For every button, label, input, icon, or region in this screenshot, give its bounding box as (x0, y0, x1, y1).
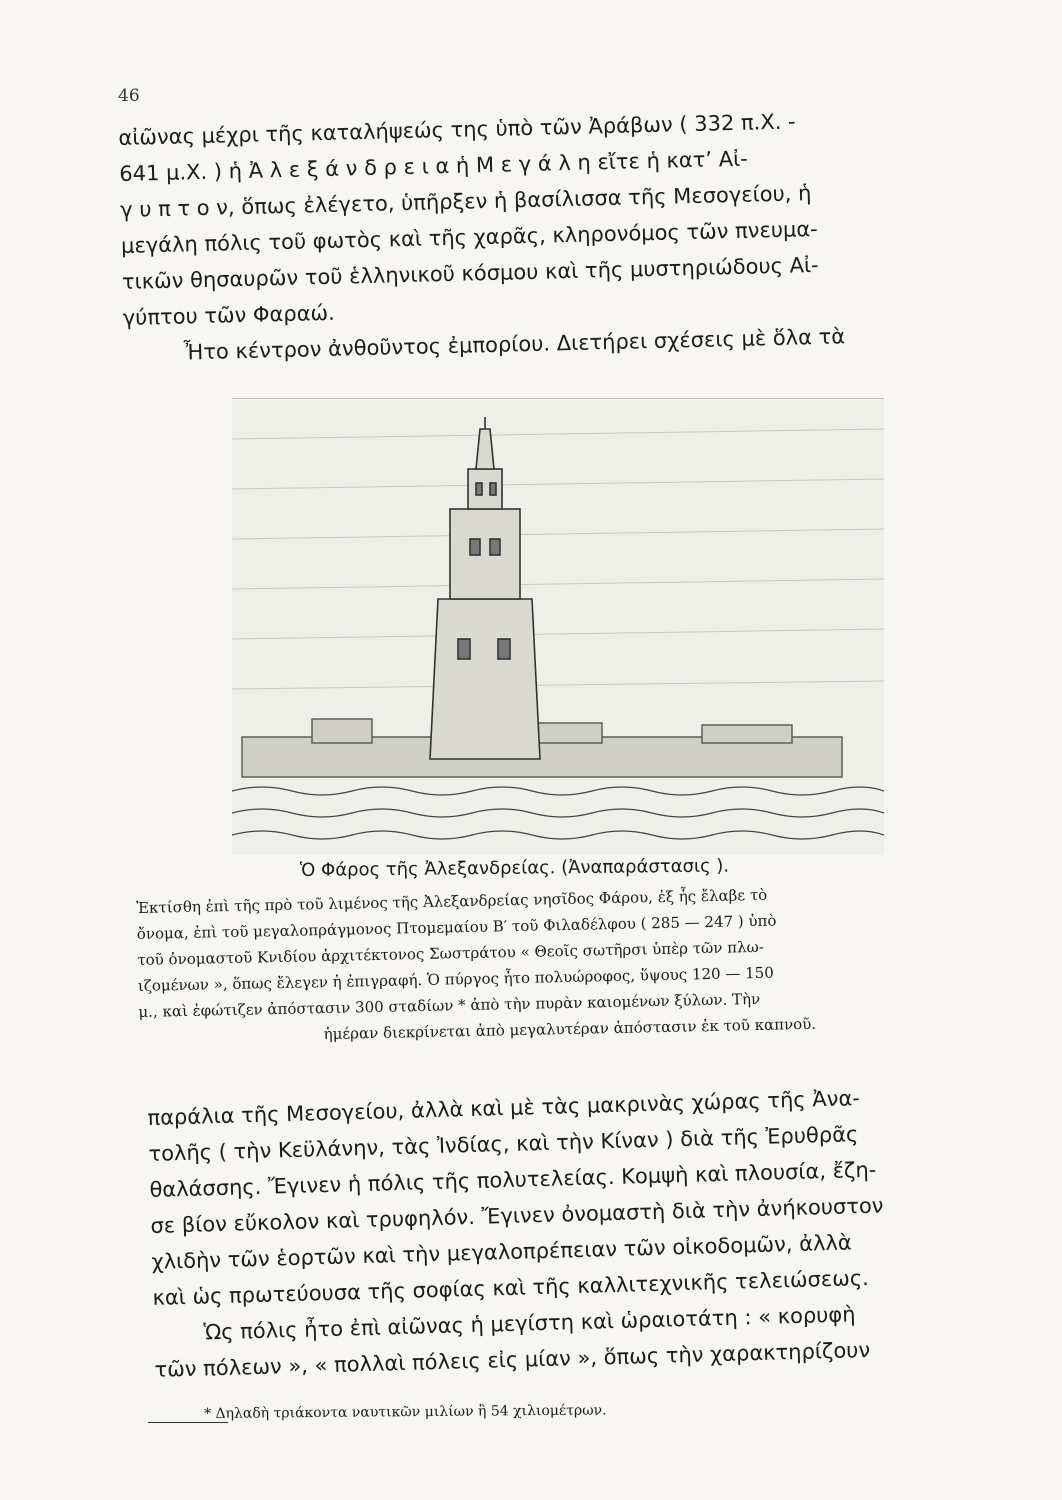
text-line: ὄνομα, ἐπὶ τοῦ μεγαλοπράγμονος Πτομεμαίου Β′ τοῦ Φιλαδέλφου ( 285 — 247 ) ὑπὸ (136, 911, 777, 943)
harbor-wall (242, 719, 842, 777)
text-line: καὶ ὡς πρωτεύουσα τῆς σοφίας καὶ τῆς καλλιτεχνικῆς τελειώσεως. (152, 1265, 870, 1310)
text-line: θαλάσσης. Ἔγινεν ἡ πόλις τῆς πολυτελείας. Κομψὴ καὶ πλουσία, ἔζη- (149, 1157, 877, 1202)
text-line: Ἦτο κέντρον ἀνθοῦντος ἐμπορίου. Διετήρει σχέσεις μὲ ὅλα τὰ (183, 324, 846, 365)
text-line: τικῶν θησαυρῶν τοῦ ἑλληνικοῦ κόσμου καὶ τῆς μυστηριώδους Αἰ- (121, 252, 819, 294)
text-line: μεγάλη πόλις τοῦ φωτὸς καὶ τῆς χαρᾶς, κληρονόμος τῶν πνευμα- (120, 216, 818, 258)
text-line: μ., καὶ ἐφώτιζεν ἀπόστασιν 300 σταδίων * ἀπὸ τὴν πυρὰν καιομένων ξύλων. Τὴν (138, 989, 761, 1021)
figure-note (136, 877, 1001, 1051)
text-line: 641 μ.Χ. ) ἡ Ἀ λ ε ξ ά ν δ ρ ε ι α ἡ Μ ε γ ά λ η εἴτε ἡ κατ’ Αἰ- (119, 146, 749, 186)
text-line: χλιδὴν τῶν ἑορτῶν καὶ τὴν μεγαλοπρέπειαν τῶν οἰκοδομῶν, ἀλλὰ (151, 1230, 852, 1274)
text-line: τοῦ ὀνομαστοῦ Κνιδίου ἀρχιτέκτονος Σωστράτου « Θεοῖς σωτῆρσι ὑπὲρ τῶν πλω- (137, 937, 764, 969)
text-line: αἰῶνας μέχρι τῆς καταλήψεώς της ὑπὸ τῶν Ἀράβων ( 332 π.Χ. - (118, 109, 796, 150)
footnote-divider (148, 1422, 228, 1423)
text-line: τῶν πόλεων », « πολλαὶ πόλεις εἰς μίαν », ὅπως τὴν χαρακτηρίζουν (154, 1337, 871, 1382)
text-line: Ὡς πόλις ἦτο ἐπὶ αἰῶνας ἡ μεγίστη καὶ ὡραιοτάτη : « κορυφὴ (203, 1302, 856, 1345)
text-line: γ υ π τ ο ν, ὅπως ἐλέγετο, ὑπῆρξεν ἡ βασίλισσα τῆς Μεσογείου, ἡ (119, 181, 812, 222)
text-line: ἡμέραν διεκρίνεται ἀπὸ μεγαλυτέραν ἀπόστασιν ἐκ τοῦ καπνοῦ. (323, 1014, 817, 1044)
footnote: * Δηλαδὴ τριάκοντα ναυτικῶν μιλίων ἢ 54 χιλιομέτρων. (204, 1402, 607, 1422)
text-line: παράλια τῆς Μεσογείου, ἀλλὰ καὶ μὲ τὰς μακρινὰς χώρας τῆς Ἀνα- (147, 1086, 861, 1130)
text-line: τολῆς ( τὴν Κεϋλάνην, τὰς Ἰνδίας, καὶ τὴν Κίναν ) διὰ τῆς Ἐρυθρᾶς (148, 1122, 859, 1166)
sky-hatching (232, 429, 884, 689)
text-line: γύπτου τῶν Φαραώ. (122, 300, 336, 330)
lighthouse-drawing (232, 399, 884, 855)
text-line: ιζομένων », ὅπως ἔλεγεν ἡ ἐπιγραφή. Ὁ πύργος ἦτο πολυώροφος, ὕψους 120 — 150 (137, 963, 774, 995)
top-paragraph (118, 99, 994, 372)
text-line: σε βίον εὔκολον καὶ τρυφηλόν. Ἔγινεν ὀνομαστὴ διὰ τὴν ἀνήκουστον (150, 1193, 884, 1238)
page-number: 46 (118, 86, 140, 106)
bottom-paragraph (147, 1076, 1025, 1388)
lighthouse-illustration (232, 398, 884, 855)
text-line: Ἐκτίσθη ἐπὶ τῆς πρὸ τοῦ λιμένος τῆς Ἀλεξανδρείας νησῖδος Φάρου, ἐξ ἧς ἔλαβε τὸ (136, 885, 768, 917)
lighthouse-tower (430, 417, 540, 759)
sea-waves (232, 787, 884, 839)
figure-caption: Ὁ Φάρος τῆς Ἀλεξανδρείας. (Ἀναπαράστασις ). (300, 855, 730, 881)
